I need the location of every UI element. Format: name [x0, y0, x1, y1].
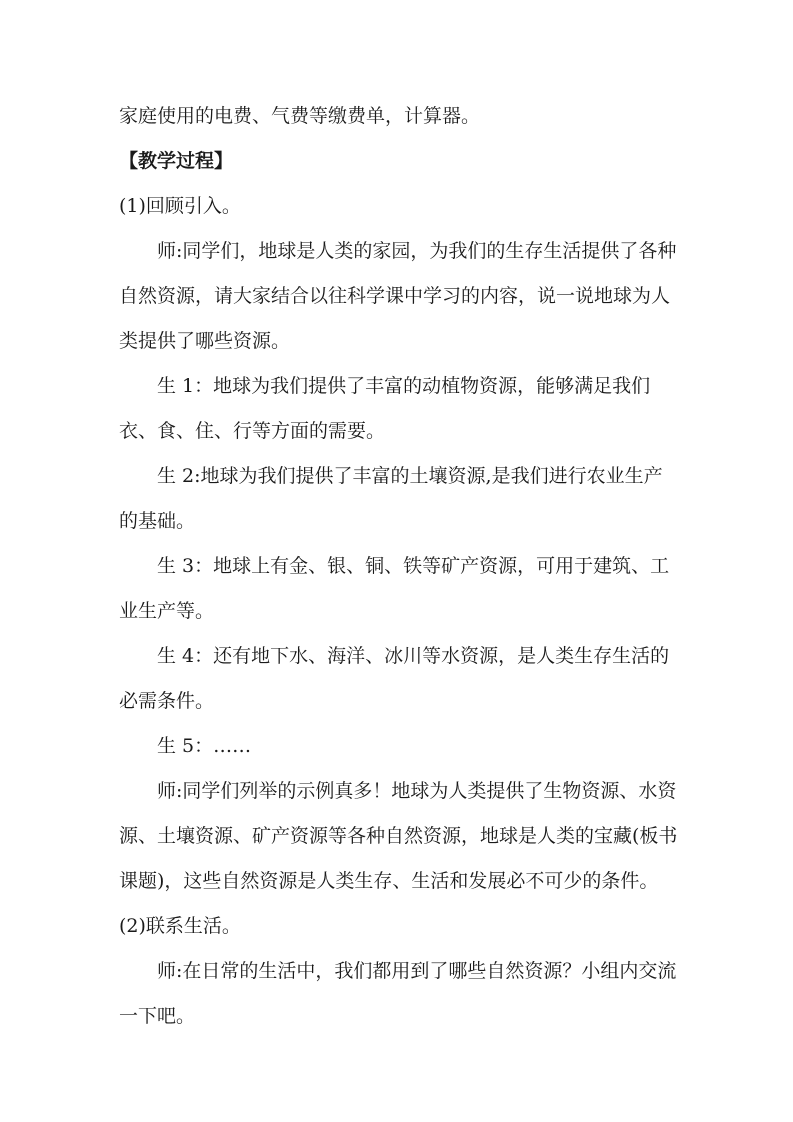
- section-heading-teaching-process: 【教学过程】: [119, 150, 234, 172]
- paragraph-materials: 家庭使用的电费、气费等缴费单，计算器。: [119, 105, 481, 127]
- step-heading-review: (1)回顾引入。: [119, 195, 241, 217]
- paragraph-student-5: 生 5：……: [157, 735, 252, 757]
- paragraph-student-2: 生 2:地球为我们提供了丰富的土壤资源,是我们进行农业生产的基础。: [119, 465, 663, 532]
- document-body: [119, 94, 681, 1039]
- paragraph-teacher-3: 师:在日常的生活中，我们都用到了哪些自然资源？小组内交流一下吧。: [119, 960, 677, 1027]
- paragraph-student-4: 生 4：还有地下水、海洋、冰川等水资源，是人类生存生活的必需条件。: [119, 645, 670, 712]
- paragraph-teacher-2: 师:同学们列举的示例真多！地球为人类提供了生物资源、水资源、土壤资源、矿产资源等各种自然资源，地球是人类的宝藏(板书课题)，这些自然资源是人类生存、生活和发展必不可少的条件。: [119, 780, 678, 892]
- paragraph-teacher-1: 师:同学们，地球是人类的家园，为我们的生存生活提供了各种自然资源，请大家结合以往科学课中学习的内容，说一说地球为人类提供了哪些资源。: [119, 240, 677, 352]
- paragraph-student-1: 生 1：地球为我们提供了丰富的动植物资源，能够满足我们衣、食、住、行等方面的需要。: [119, 375, 651, 442]
- paragraph-student-3: 生 3：地球上有金、银、铜、铁等矿产资源，可用于建筑、工业生产等。: [119, 555, 670, 622]
- step-heading-connect-life: (2)联系生活。: [119, 915, 241, 937]
